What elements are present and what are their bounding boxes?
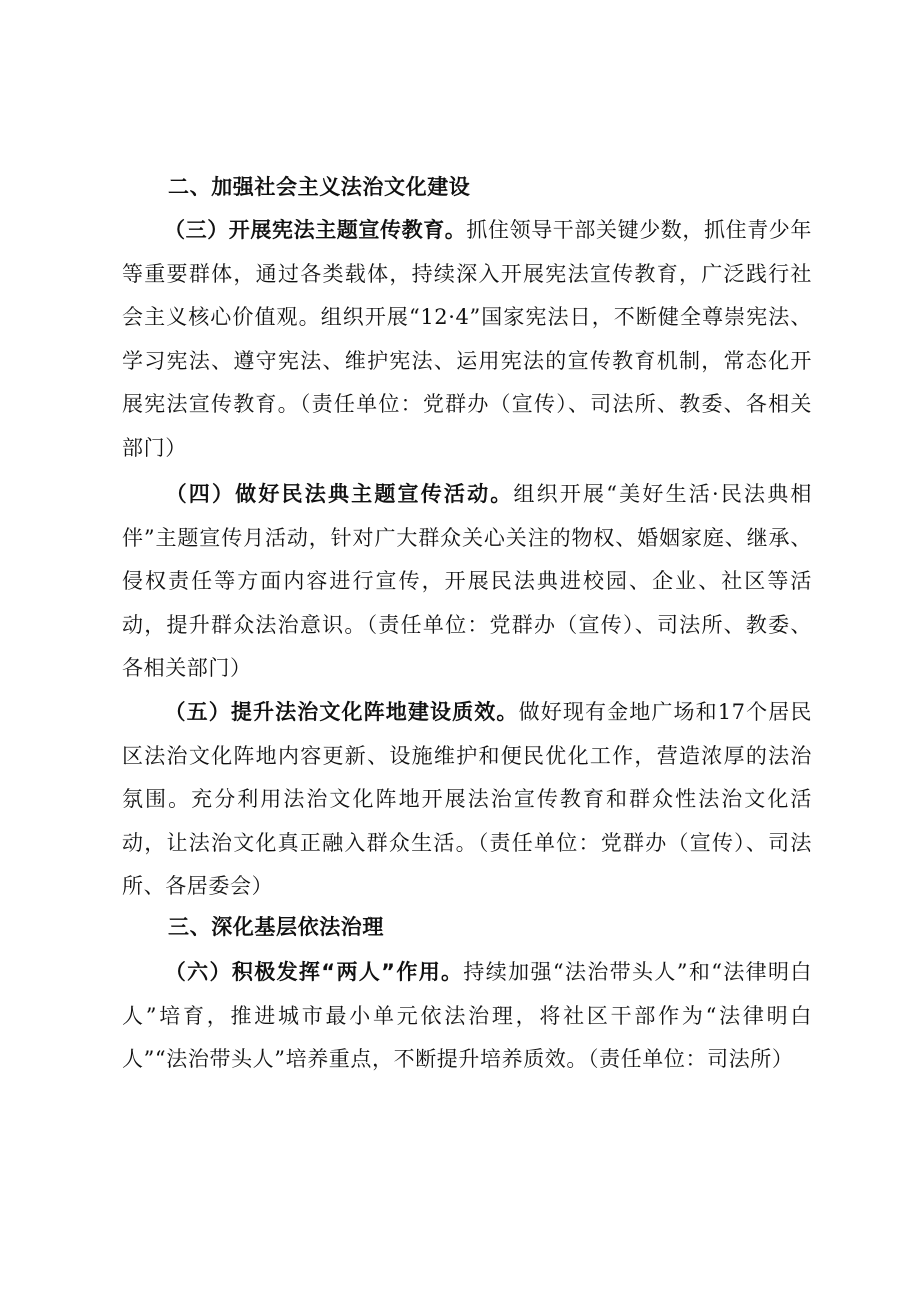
paragraph-lead: （六）积极发挥“两人”作用。 <box>164 960 464 984</box>
paragraph-body: 组织开展“美好生活·民法典相伴”主题宣传月活动，针对广大群众关心关注的物权、婚姻家庭、继承、侵权责任等方面内容进行宣传，开展民法典进校园、企业、社区等活动，提升群众法治意识。（责任单位：党群办（宣传）、司法所、教委、各相关部门） <box>122 482 812 680</box>
section-heading-2: 二、加强社会主义法治文化建设 <box>168 175 471 199</box>
paragraph-item-6 <box>122 951 812 1082</box>
paragraph-lead: （四）做好民法典主题宣传活动。 <box>164 482 514 506</box>
paragraph-lead: （五）提升法治文化阵地建设质效。 <box>164 700 519 724</box>
paragraph-item-3 <box>122 209 812 470</box>
paragraph-item-4 <box>122 473 812 691</box>
paragraph-body: 做好现有金地广场和17个居民区法治文化阵地内容更新、设施维护和便民优化工作，营造浓厚的法治氛围。充分利用法治文化阵地开展法治宣传教育和群众性法治文化活动，让法治文化真正融入群众生活。（责任单位：党群办（宣传）、司法所、各居委会） <box>122 700 812 898</box>
paragraph-lead: （三）开展宪法主题宣传教育。 <box>164 218 467 242</box>
section-heading-3: 三、深化基层依法治理 <box>168 915 384 939</box>
paragraph-body: 持续加强“法治带头人”和“法律明白人”培育，推进城市最小单元依法治理，将社区干部作为“法律明白人”“法治带头人”培养重点，不断提升培养质效。（责任单位：司法所） <box>122 960 812 1071</box>
paragraph-body: 抓住领导干部关键少数，抓住青少年等重要群体，通过各类载体，持续深入开展宪法宣传教育，广泛践行社会主义核心价值观。组织开展“12·4”国家宪法日，不断健全尊崇宪法、学习宪法、遵守宪法、维护宪法、运用宪法的宣传教育机制，常态化开展宪法宣传教育。（责任单位：党群办（宣传）、司法所、教委、各相关部门） <box>122 218 813 460</box>
paragraph-item-5 <box>122 691 812 909</box>
